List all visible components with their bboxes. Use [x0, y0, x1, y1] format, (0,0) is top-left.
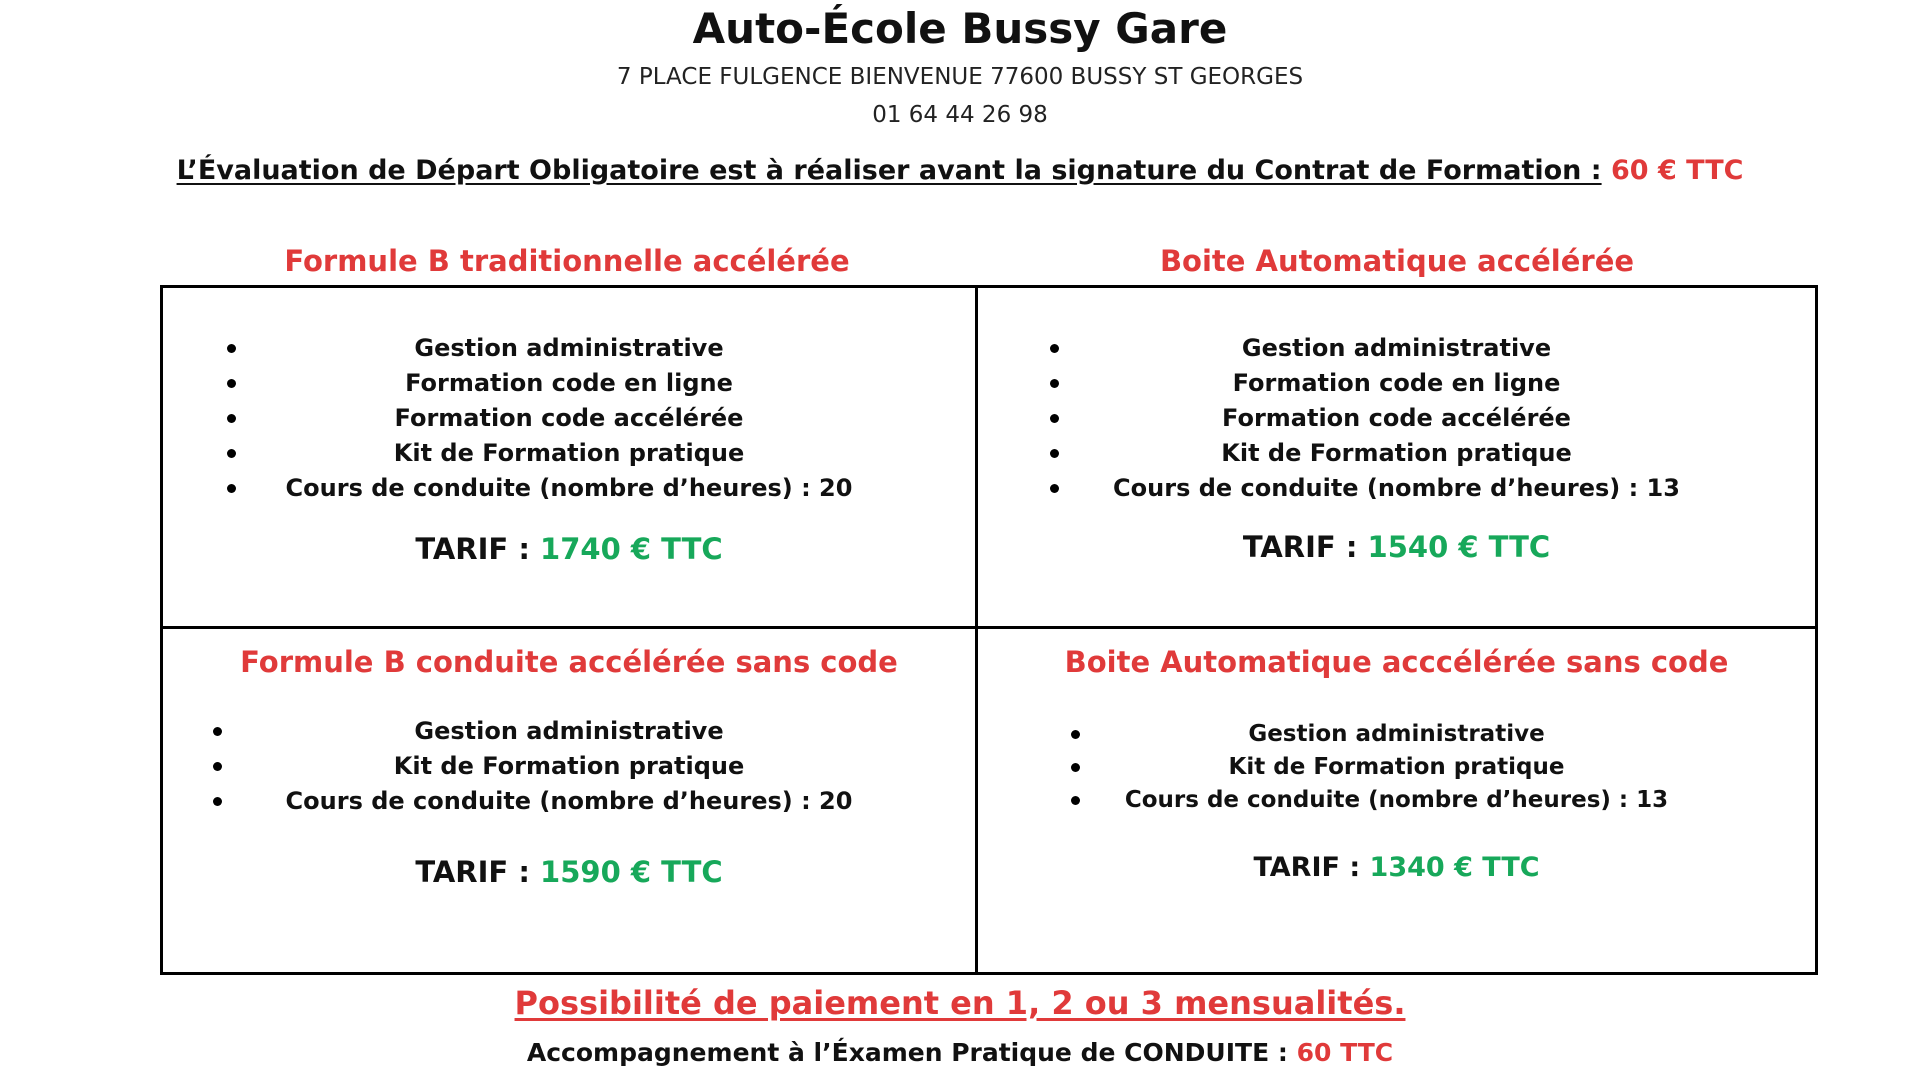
feature-item	[978, 401, 1815, 436]
tarif-value: 1340 € TTC	[1369, 852, 1540, 883]
feature-item	[163, 331, 975, 366]
bullet-icon	[227, 414, 236, 423]
feature-item	[163, 714, 975, 749]
accompagnement-notice	[0, 1036, 1920, 1070]
tarif-label: TARIF :	[415, 855, 530, 889]
feature-label: Formation code accélérée	[394, 404, 744, 432]
feature-label: Cours de conduite (nombre d’heures) : 13	[1113, 474, 1680, 502]
feature-label: Formation code accélérée	[1222, 404, 1571, 432]
tarif-line	[163, 853, 975, 891]
bullet-icon	[1071, 763, 1080, 772]
bullet-icon	[213, 797, 222, 806]
pricing-grid	[160, 285, 1818, 975]
feature-item	[163, 749, 975, 784]
tarif-label: TARIF :	[415, 532, 530, 566]
tarif-value: 1540 € TTC	[1367, 530, 1551, 564]
feature-item	[163, 784, 975, 819]
bullet-icon	[227, 344, 236, 353]
feature-label: Formation code en ligne	[1232, 369, 1561, 397]
formula-title-b-traditionnelle: Formule B traditionnelle accélérée	[284, 244, 850, 278]
bullet-icon	[1050, 449, 1059, 458]
formula-title-boite-auto: Boite Automatique accélérée	[1159, 244, 1635, 278]
evaluation-notice	[0, 153, 1920, 189]
page-title: Auto-École Bussy Gare	[692, 4, 1228, 53]
bullet-icon	[1071, 730, 1080, 739]
feature-label: Gestion administrative	[1241, 334, 1552, 362]
feature-label: Cours de conduite (nombre d’heures) : 20	[285, 787, 853, 815]
pricing-card-boite-auto-sans-code	[978, 629, 1815, 972]
formula-title-b-sans-code: Formule B conduite accélérée sans code	[240, 645, 898, 679]
feature-item	[163, 471, 975, 506]
pricing-card-boite-auto	[978, 288, 1815, 626]
bullet-icon	[1050, 379, 1059, 388]
tarif-label: TARIF :	[1253, 852, 1361, 883]
tarif-line	[163, 530, 975, 568]
feature-label: Cours de conduite (nombre d’heures) : 13	[1124, 787, 1669, 813]
feature-list	[163, 331, 975, 506]
evaluation-text: L’Évaluation de Départ Obligatoire est à réaliser avant la signature du Contrat de Formation :	[176, 155, 1602, 186]
tarif-line	[978, 849, 1815, 887]
accompagnement-text: Accompagnement à l’Éxamen Pratique de CONDUITE :	[526, 1038, 1288, 1067]
accompagnement-price: 60 TTC	[1296, 1038, 1394, 1067]
feature-label: Kit de Formation pratique	[1221, 439, 1572, 467]
bullet-icon	[1050, 344, 1059, 353]
tarif-line	[978, 528, 1815, 566]
bullet-icon	[227, 379, 236, 388]
feature-label: Kit de Formation pratique	[393, 439, 745, 467]
feature-item	[978, 751, 1815, 784]
bullet-icon	[227, 484, 236, 493]
feature-label: Kit de Formation pratique	[1228, 754, 1565, 780]
feature-item	[978, 718, 1815, 751]
feature-label: Formation code en ligne	[405, 369, 733, 397]
bullet-icon	[1050, 414, 1059, 423]
feature-list	[978, 331, 1815, 506]
feature-item	[978, 784, 1815, 817]
bullet-icon	[213, 762, 222, 771]
feature-item	[978, 436, 1815, 471]
tarif-value: 1740 € TTC	[540, 532, 723, 566]
tarif-value: 1590 € TTC	[540, 855, 723, 889]
bullet-icon	[1071, 796, 1080, 805]
feature-label: Gestion administrative	[414, 717, 724, 745]
feature-item	[163, 401, 975, 436]
evaluation-price: 60 € TTC	[1611, 155, 1744, 186]
feature-item	[978, 471, 1815, 506]
tarif-label: TARIF :	[1242, 530, 1358, 564]
feature-item	[163, 366, 975, 401]
feature-label: Cours de conduite (nombre d’heures) : 20	[285, 474, 853, 502]
payment-notice: Possibilité de paiement en 1, 2 ou 3 mensualités.	[514, 984, 1406, 1022]
formula-title-boite-auto-sans-code: Boite Automatique acccélérée sans code	[1064, 645, 1729, 679]
pricing-card-b-traditionnelle	[163, 288, 975, 626]
feature-label: Kit de Formation pratique	[393, 752, 745, 780]
feature-item	[163, 436, 975, 471]
pricing-card-b-sans-code	[163, 629, 975, 972]
feature-item	[978, 366, 1815, 401]
school-address: 7 PLACE FULGENCE BIENVENUE 77600 BUSSY ST GEORGES	[616, 64, 1304, 90]
bullet-icon	[213, 727, 222, 736]
feature-list	[163, 714, 975, 819]
bullet-icon	[227, 449, 236, 458]
feature-item	[978, 331, 1815, 366]
school-phone: 01 64 44 26 98	[872, 102, 1048, 128]
feature-label: Gestion administrative	[414, 334, 724, 362]
feature-list	[978, 718, 1815, 817]
bullet-icon	[1050, 484, 1059, 493]
feature-label: Gestion administrative	[1248, 721, 1545, 747]
